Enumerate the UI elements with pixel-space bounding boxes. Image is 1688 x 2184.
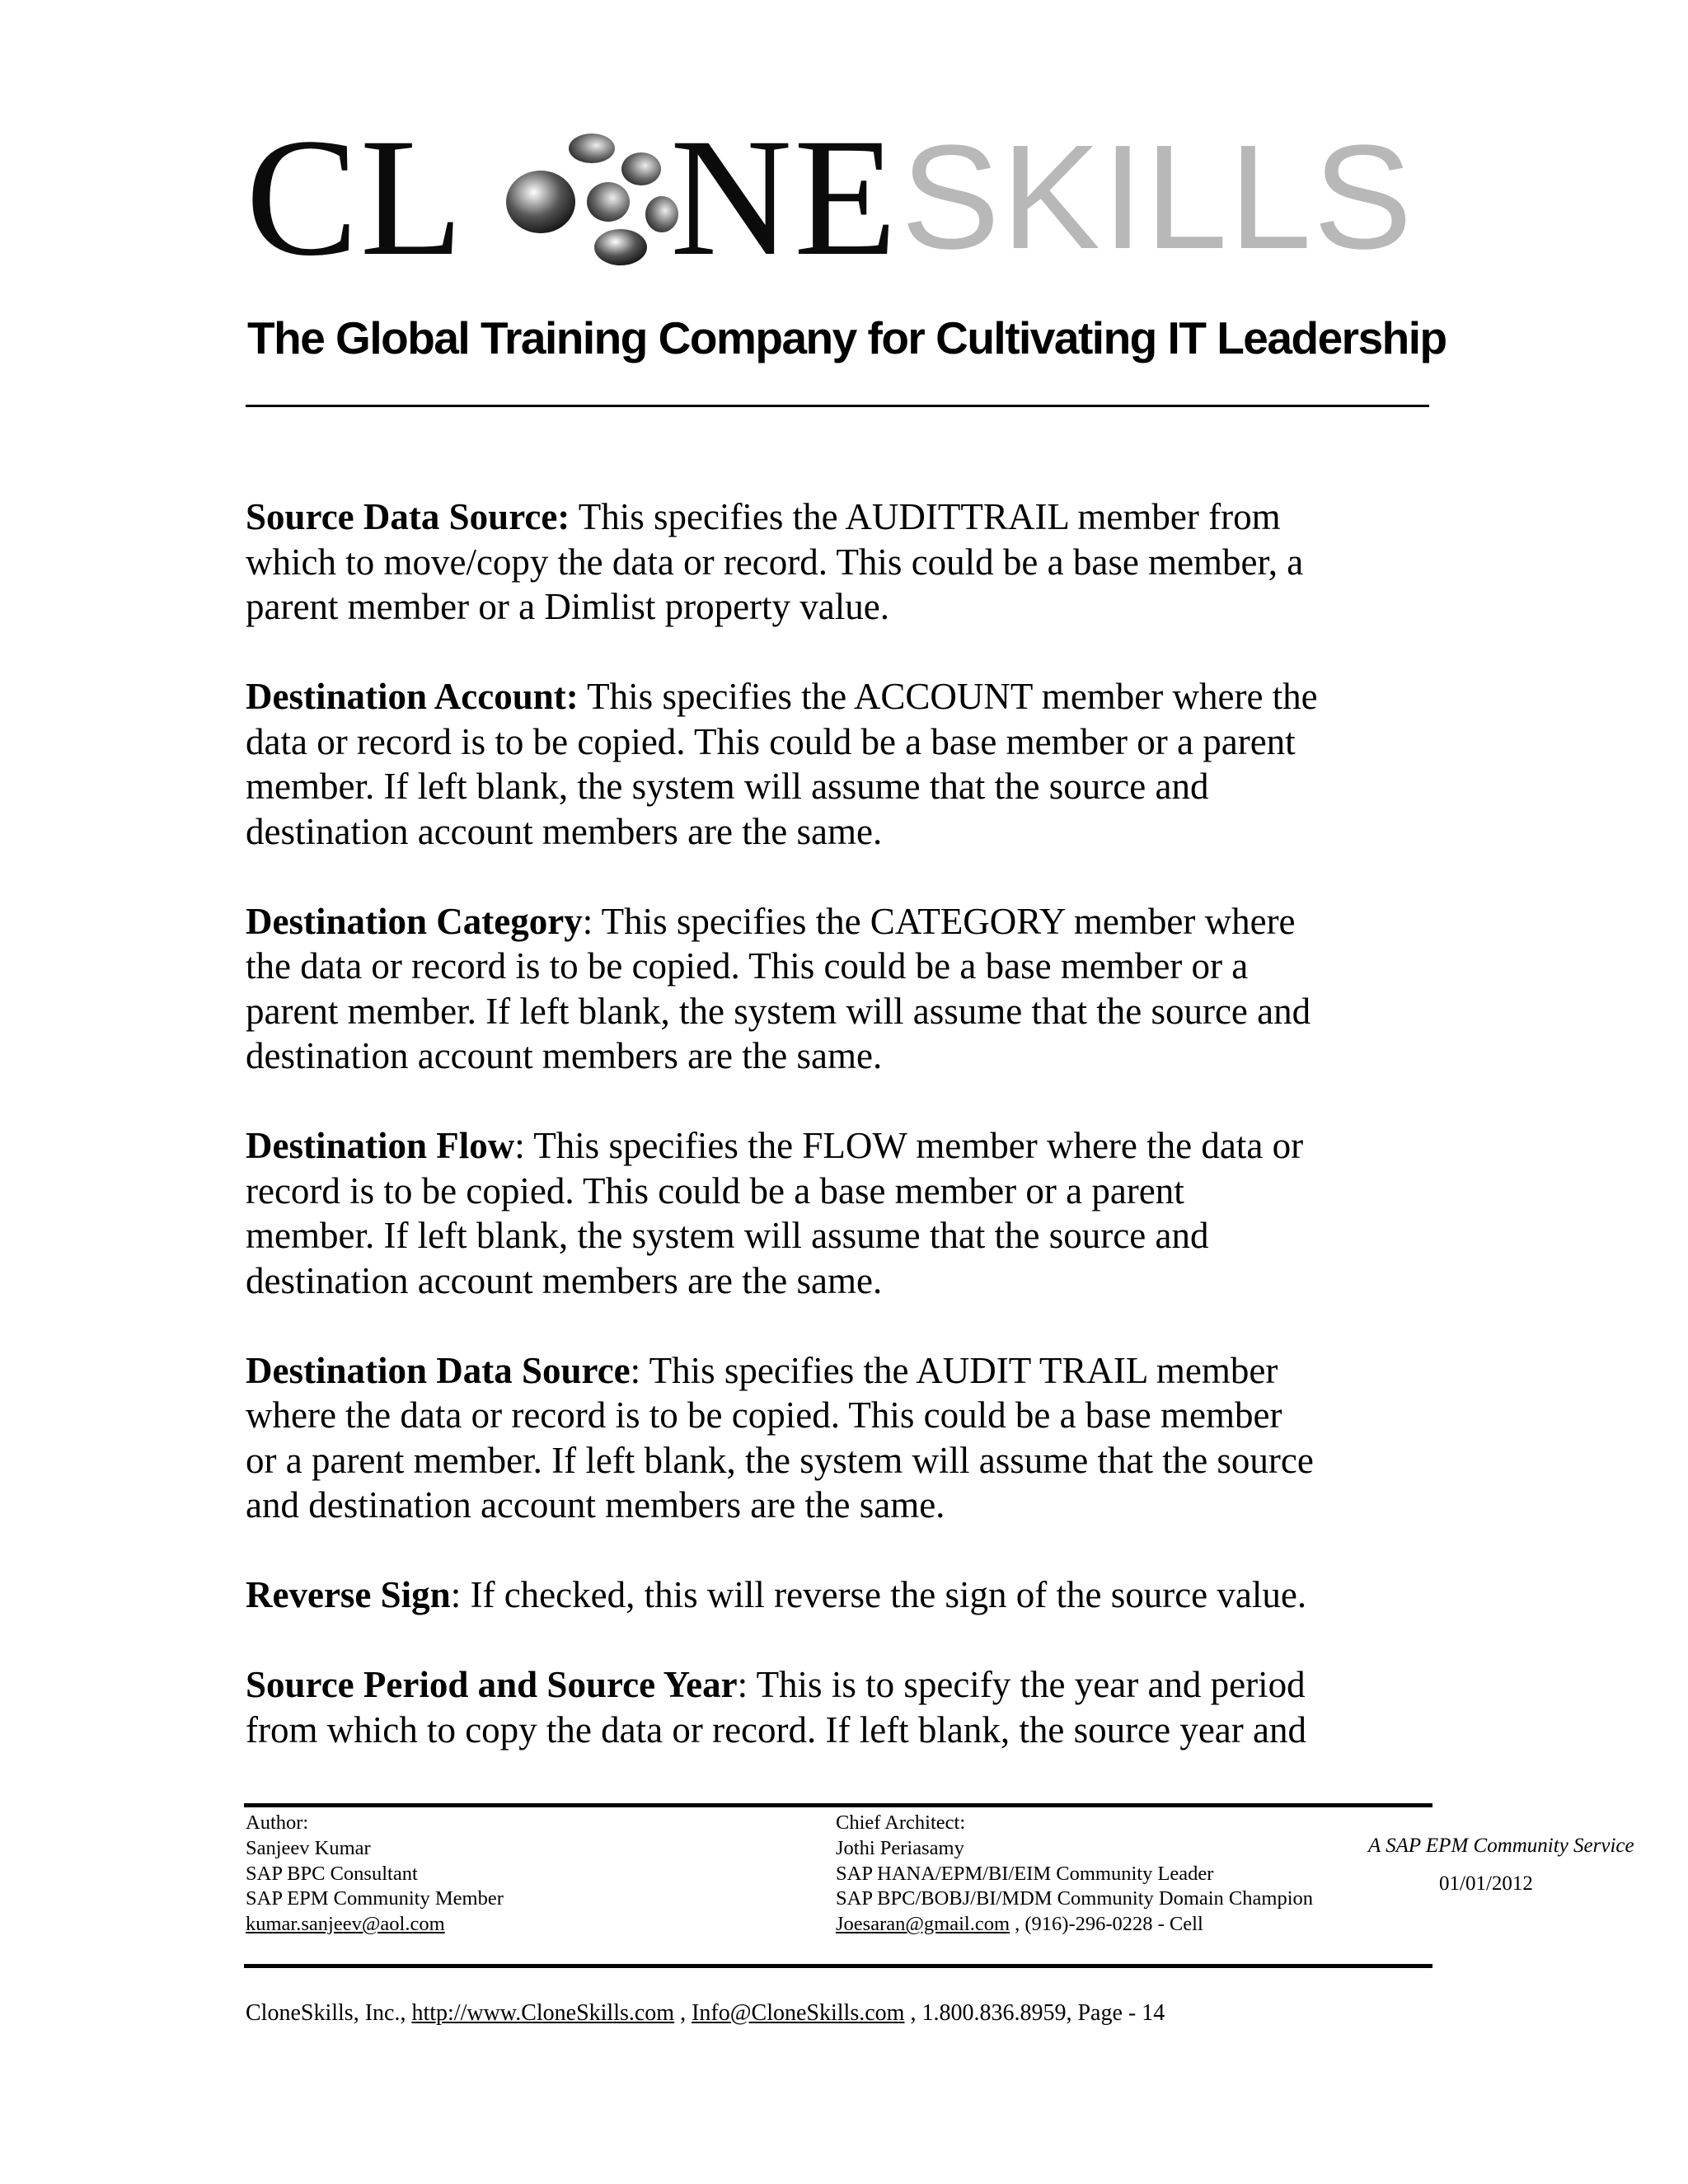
paragraph-reverse-sign: Reverse Sign: If checked, this will reverse the sign of the source value.	[246, 1574, 1307, 1615]
paragraph-destination-category: Destination Category: This specifies the CATEGORY member where the data or record is to be copied. This could be a base member or a parent member. If left blank, the system will assume that the source and destination account members are the same.	[246, 900, 1311, 1076]
tagline: The Global Training Company for Cultivating IT Leadership	[247, 312, 1447, 363]
info-email-link[interactable]: Info@CloneSkills.com	[692, 2000, 905, 2026]
paragraph-destination-data-source: Destination Data Source: This specifies the AUDIT TRAIL member where the data or record is to be copied. This could be a base member or a parent member. If left blank, the system will assume that the source and destination account members are the same.	[246, 1349, 1314, 1526]
architect-email-link[interactable]: Joesaran@gmail.com	[836, 1913, 1010, 1936]
footer-divider-top	[244, 1803, 1432, 1807]
logo-dots-icon	[493, 124, 682, 272]
document-date: 01/01/2012	[1439, 1872, 1533, 1895]
footer-architect-block: Chief Architect: Jothi Periasamy SAP HANA/EPM/BI/EIM Community Leader SAP BPC/BOBJ/BI/MDM Community Domain Champion Joesaran@gmail.com , (916)-296-0228 - Cell	[836, 1811, 1314, 1936]
header-divider	[246, 405, 1429, 407]
cloneskills-logo: CL NE SKILLS	[246, 104, 1414, 291]
footer-divider-bottom	[244, 1964, 1432, 1968]
paragraph-source-data-source: Source Data Source: This specifies the AUDITTRAIL member from which to move/copy the data or record. This could be a base member, a parent member or a Dimlist property value.	[246, 496, 1304, 627]
footer-author-block: Author: Sanjeev Kumar SAP BPC Consultant SAP EPM Community Member kumar.sanjeev@aol.com	[246, 1811, 504, 1936]
document-body	[246, 494, 1449, 1797]
website-link[interactable]: http://www.CloneSkills.com	[411, 2000, 675, 2026]
paragraph-source-period-year: Source Period and Source Year: This is to specify the year and period from which to copy the data or record. If left blank, the source year and	[246, 1664, 1306, 1750]
company-footer-line: CloneSkills, Inc., http://www.CloneSkills.com , Info@CloneSkills.com , 1.800.836.8959, Page - 14	[246, 2000, 1165, 2026]
paragraph-destination-account: Destination Account: This specifies the ACCOUNT member where the data or record is to be copied. This could be a base member or a parent member. If left blank, the system will assume that the source and destination account members are the same.	[246, 676, 1318, 852]
epm-service-note: A SAP EPM Community Service	[1368, 1835, 1634, 1857]
author-email-link[interactable]: kumar.sanjeev@aol.com	[246, 1913, 445, 1936]
paragraph-destination-flow: Destination Flow: This specifies the FLOW member where the data or record is to be copied. This could be a base member or a parent member. If left blank, the system will assume that the source and destination account members are the same.	[246, 1125, 1304, 1301]
